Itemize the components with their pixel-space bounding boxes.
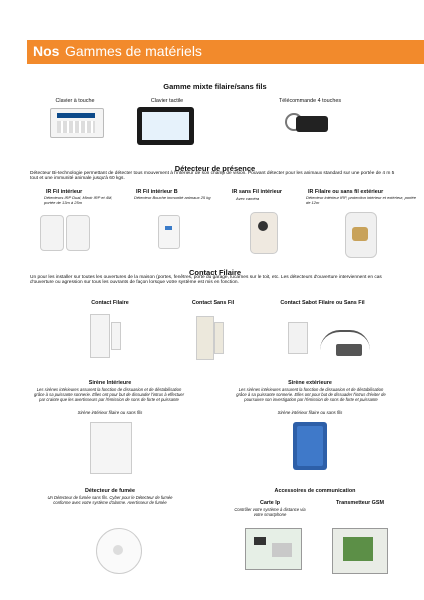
carte-ip-image xyxy=(245,528,302,570)
accessoires-title: Accessoires de communication xyxy=(274,488,356,494)
banner-nos: Nos xyxy=(33,43,60,59)
fumee-desc: Un Détecteur de fumée sans fils. Cyber pour le Détecteur de fumée conforme avec votre système d'alarme. Avertisseur de fumée xyxy=(47,495,173,505)
clavier-tactile-image xyxy=(137,107,194,145)
sirene-ext-image xyxy=(293,422,327,470)
ir-fil-int-b-image xyxy=(158,215,180,249)
ir-fil-int-b-label: IR Fil intérieur B xyxy=(136,189,178,195)
contact-filaire-image xyxy=(90,314,110,358)
section-detecteur-desc: Détecteur Bi-technologie permettant de détecter tous mouvement à l'intérieur de son champ de vision. Pouvant détecter pour les animaux standard sur une portée de 4 m 5 tout et une immunité animale jusqu'à 60 kgs. xyxy=(30,171,395,182)
ir-fil-int-b-desc: Détecteur Bouche immunité animaux 25 kg xyxy=(134,195,211,200)
clavier-tactile-label: Clavier tactile xyxy=(150,98,184,104)
sirene-int-desc: Les sirènes intérieures assurent la fonction de dissuasion et de déstabilisation grâce à sa puissante sonnerie. Elles ont pour but de dissuader l'intrus à effectuer par crainte que les avertisseurs par l'émission de sons de forte et puissante xyxy=(34,387,185,402)
sirene-ext-note: Sirène intérieur filaire ou sans fils xyxy=(277,410,343,415)
contact-filaire-magnet xyxy=(111,322,121,350)
sirene-int-image xyxy=(90,422,132,474)
ir-sans-fil-image xyxy=(250,212,278,254)
contact-sans-fil-label: Contact Sans Fil xyxy=(191,300,235,306)
banner-title: Gammes de matériels xyxy=(65,43,202,59)
gsm-label: Transmetteur GSM xyxy=(336,500,384,506)
carte-ip-label: Carte Ip xyxy=(259,500,281,506)
sirene-ext-desc: Les sirènes intérieures assurent la fonction de dissuasion et de déstabilisation grâce à sa puissante sonnerie. Elles ont pour but de dissuader l'intrus d'éviter de poursuivre son investigation par l'émission de sons de forte et puissante xyxy=(236,387,386,402)
contact-sans-fil-image xyxy=(196,316,214,360)
fumee-image xyxy=(96,528,142,574)
sirene-ext-title: Sirène extérieure xyxy=(288,380,332,386)
contact-sabot-image xyxy=(288,322,308,354)
clavier-touche-label: Clavier à touche xyxy=(55,98,95,104)
section-contact-title: Contact Filaire xyxy=(188,268,242,277)
fumee-title: Détecteur de fumée xyxy=(84,488,136,494)
ir-sans-fil-desc: Avec caméra xyxy=(236,196,260,201)
ir-ext-image xyxy=(345,212,377,258)
ir-sans-fil-label: IR sans Fil intérieur xyxy=(232,189,283,195)
section-detecteur-title: Détecteur de présence xyxy=(174,164,256,173)
gsm-image xyxy=(332,528,388,574)
ir-fil-int-desc: Détecteurs IRP Dual, Miroir IRP et 4M, portée de 13m à 25m xyxy=(44,195,113,205)
ir-fil-int-image-1 xyxy=(40,215,64,251)
telecommande-label: Télécommande 4 touches xyxy=(278,98,342,104)
contact-sabot-label: Contact Sabot Filaire ou Sans Fil xyxy=(280,300,365,306)
ir-ext-desc: Détecteur intérieur IRP, protection intérieur et extérieur, portée de 12m xyxy=(306,195,416,205)
carte-ip-desc: Contrôler votre système à distance via votre smartphone xyxy=(234,507,306,517)
ir-fil-int-image-2 xyxy=(66,215,90,251)
section-contact-desc: Un pour les installer sur toutes les ouvertures de la maison (portes, fenêtres, porte du garage, lucarnes sur le toit, etc. Les détecteurs d'ouverture interviennent en cas d'ouverture ou agression sur tous les ouvrants de façon lorsque votre système est mis en fonction. xyxy=(30,275,382,286)
sirene-int-title: Sirène Intérieure xyxy=(88,380,132,386)
ir-ext-label: IR Filaire ou sans fil extérieur xyxy=(308,189,384,195)
contact-filaire-label: Contact Filaire xyxy=(91,300,129,306)
section-mixte-title: Gamme mixte filaire/sans fils xyxy=(163,82,267,91)
page-banner xyxy=(27,40,424,64)
contact-sabot-shoe xyxy=(336,344,362,356)
contact-sans-fil-magnet xyxy=(214,322,224,354)
clavier-touche-image xyxy=(50,108,104,138)
telecommande-image xyxy=(296,116,328,132)
sirene-int-note: Sirène intérieur filaire ou sans fils xyxy=(77,410,143,415)
ir-fil-int-label: IR Fil intérieur xyxy=(46,189,83,195)
